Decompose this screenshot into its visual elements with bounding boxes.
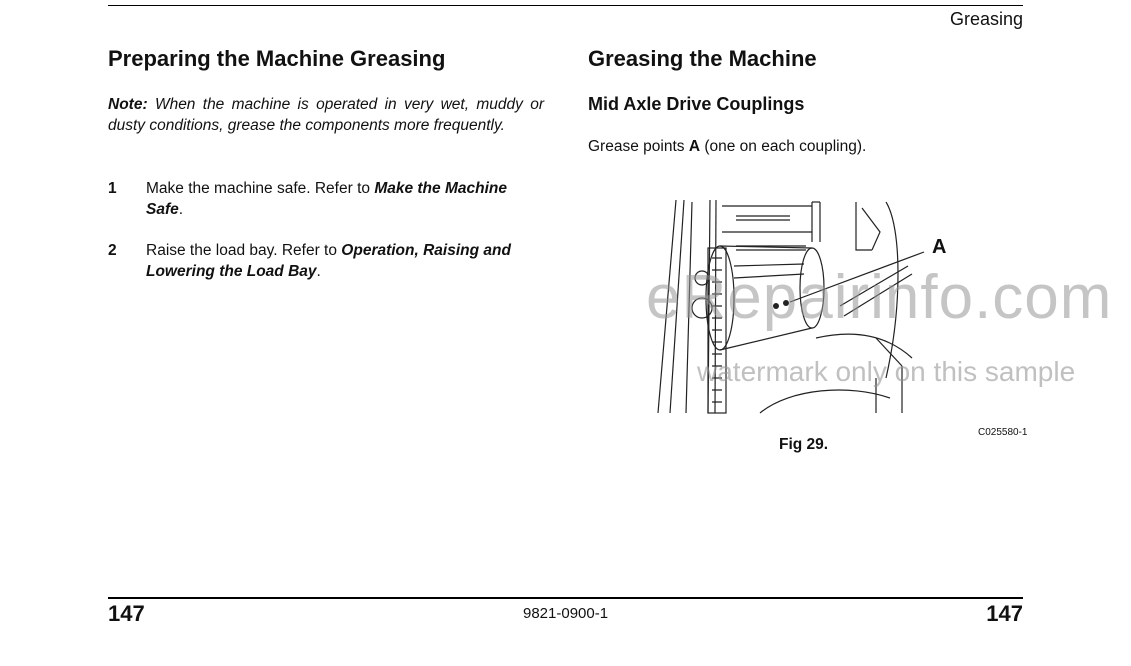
grease-point-label: A [688, 138, 701, 155]
step-end: . [316, 263, 321, 280]
step-reference-link[interactable]: Make the Machine Safe [146, 180, 507, 218]
grease-prefix: Grease points [588, 138, 689, 155]
note-label: Note: [108, 96, 148, 113]
footer-rule [108, 597, 1023, 599]
step-2 [108, 240, 544, 282]
subheading: Mid Axle Drive Couplings [588, 94, 805, 114]
step-reference-link[interactable]: Operation, Raising and Lowering the Load Bay [146, 242, 511, 280]
note-paragraph [108, 94, 544, 136]
step-text: Raise the load bay. Refer to [146, 242, 342, 259]
header-rule [108, 5, 1023, 6]
step-number: 1 [108, 180, 117, 197]
page-number-left: 147 [108, 601, 145, 626]
callout-label: A [932, 236, 947, 258]
section-title: Greasing [949, 9, 1023, 29]
note-text: When the machine is operated in very wet, muddy or dusty conditions, grease the components more frequently. [108, 96, 544, 134]
watermark-site: eRepairinfo.com [646, 263, 1113, 332]
grease-suffix: (one on each coupling). [700, 138, 867, 155]
step-1 [108, 178, 544, 220]
right-heading: Greasing the Machine [588, 46, 817, 71]
grease-points-text [588, 138, 866, 156]
step-text: Make the machine safe. Refer to [146, 180, 375, 197]
step-end: . [178, 201, 184, 218]
figure-code: C025580-1 [978, 427, 1028, 438]
document-code: 9821-0900-1 [523, 605, 609, 622]
watermark-note: watermark only on this sample [697, 356, 1076, 387]
step-number: 2 [108, 242, 117, 259]
figure-caption: Fig 29. [779, 436, 829, 453]
page-number-right: 147 [986, 601, 1023, 626]
left-heading: Preparing the Machine Greasing [108, 46, 446, 71]
